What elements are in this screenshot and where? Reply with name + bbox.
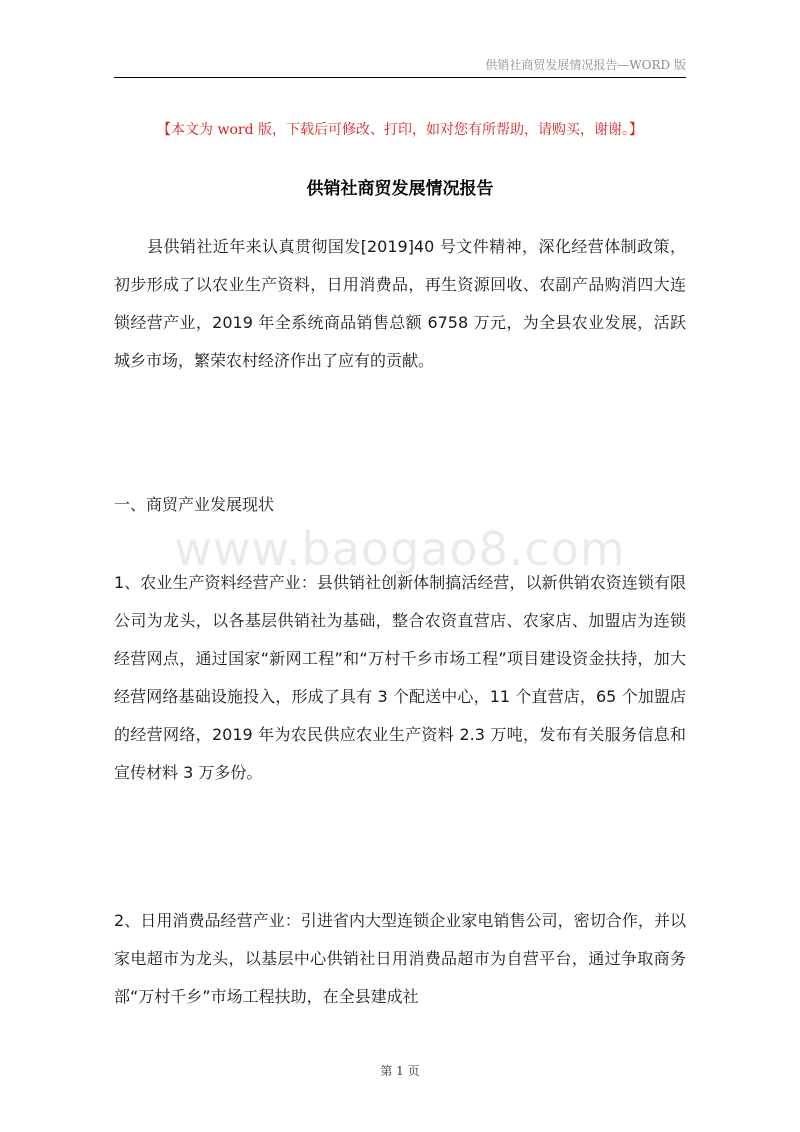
header-divider <box>114 77 686 78</box>
running-header: 供销社商贸发展情况报告—WORD 版 <box>485 58 686 72</box>
section-heading: 一、商贸产业发展现状 <box>114 495 275 514</box>
download-notice: 【本文为 word 版，下载后可修改、打印，如对您有所帮助，请购买，谢谢。】 <box>157 122 643 138</box>
page-title: 供销社商贸发展情况报告 <box>306 179 494 199</box>
watermark: www.baogao8.com <box>174 522 626 576</box>
paragraph-item-2: 2、日用消费品经营产业：引进省内大型连锁企业家电销售公司，密切合作，并以家电超市为龙头，以基层中心供销社日用消费品超市为自营平台，通过争取商务部“万村千乡”市场工程扶助，在全县建成社 <box>114 911 686 1006</box>
page-number: 第 1 页 <box>380 1064 420 1078</box>
paragraph-item-1: 1、农业生产资料经营产业：县供销社创新体制搞活经营，以新供销农资连锁有限公司为龙头，以各基层供销社为基础，整合农资直营店、农家店、加盟店为连锁经营网点，通过国家“新网工程”和“万村千乡市场工程”项目建设资金扶持，加大经营网络基础设施投入，形成了具有 3 个配送中心，11 个直营店，65 个加盟店的经营网络，2019 年为农民供应农业生产资料 2.3 万吨，发布有关服务信息和宣传材料 3 万多份。 <box>114 573 686 782</box>
intro-paragraph: 县供销社近年来认真贯彻国发[2019]40 号文件精神，深化经营体制政策，初步形成了以农业生产资料，日用消费品，再生资源回收、农副产品购消四大连锁经营产业，2019 年全系统商品销售总额 6758 万元，为全县农业发展，活跃城乡市场，繁荣农村经济作出了应有的贡献。 <box>114 237 686 370</box>
